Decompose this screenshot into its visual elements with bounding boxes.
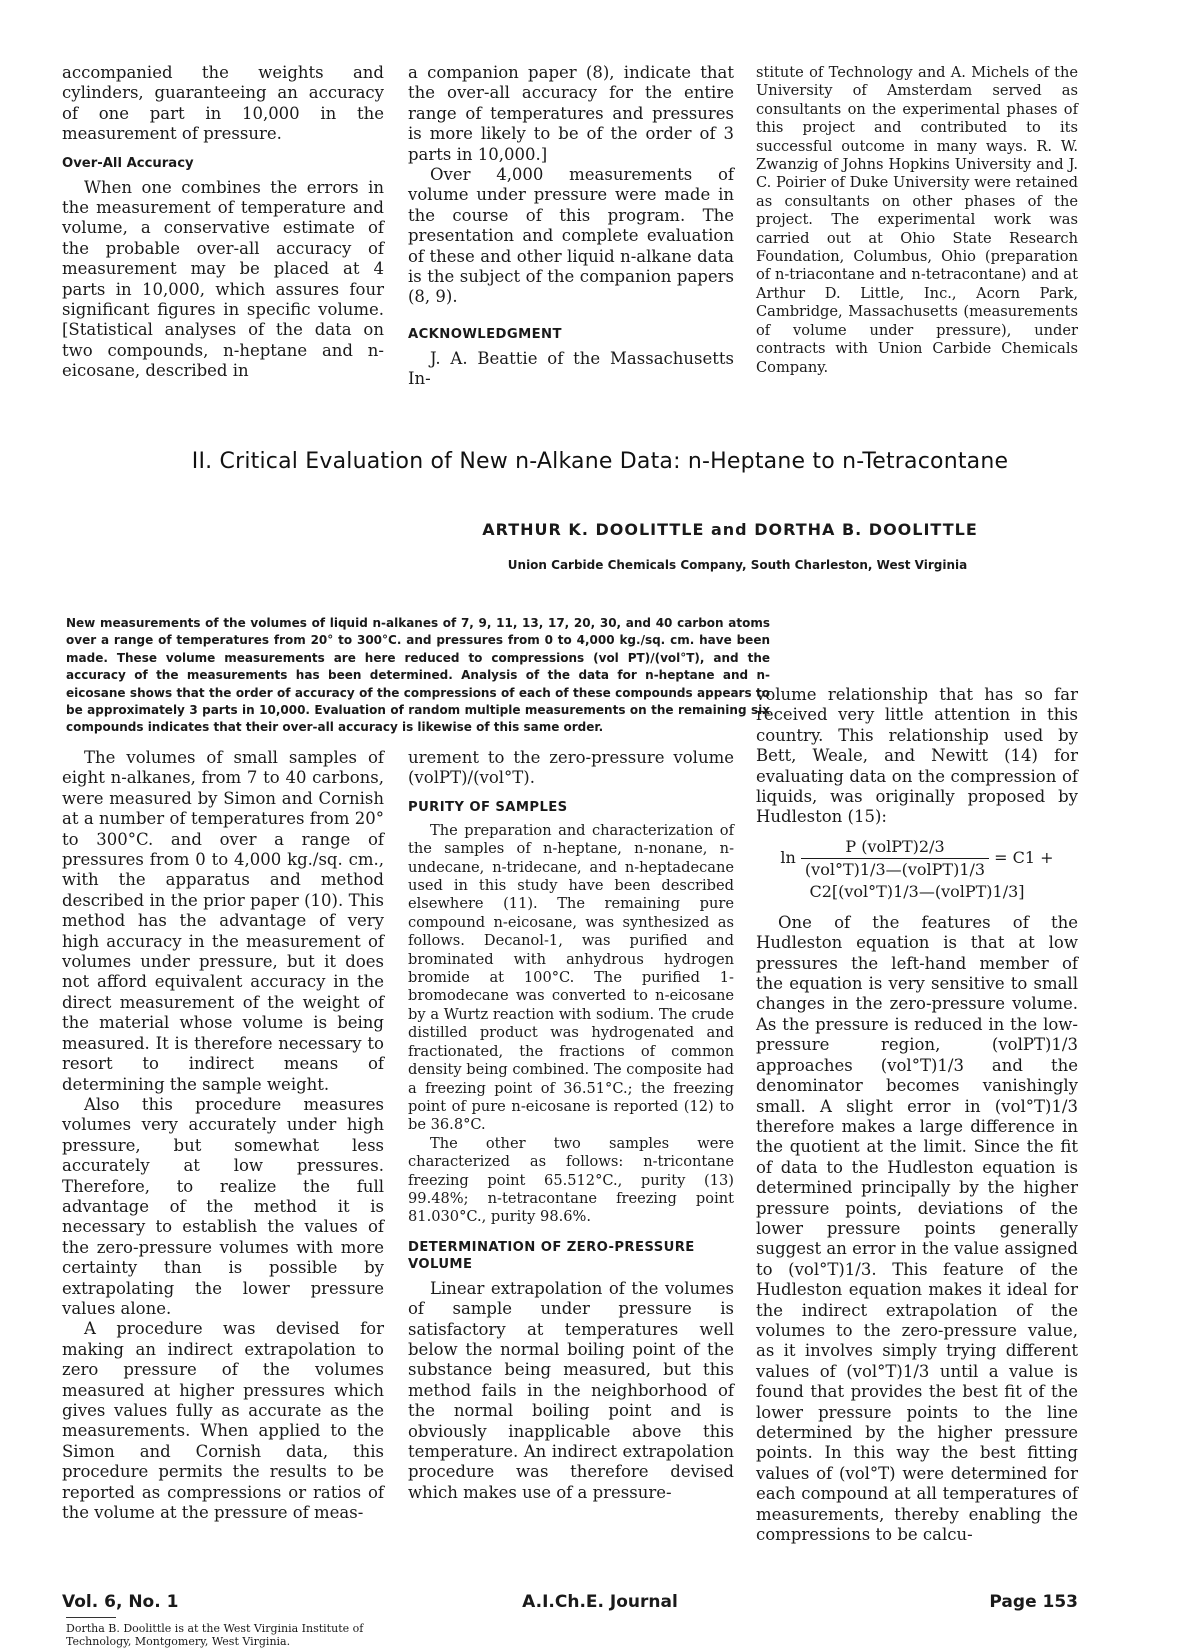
over-all-accuracy-paragraph: When one combines the errors in the measurement of temperature and volume, a conservative estimate of the probable over-all accuracy of measurement may be placed at 4 parts in 10,000, which assures four significant figures in specific volume. [Statistical analyses of the data on two compounds, n-heptane and n-eicosane, described in (62, 177, 384, 381)
body-col2-paragraph-1: urement to the zero-pressure volume (volPT)/(vol°T). (408, 748, 734, 788)
purity-paragraph-1: The preparation and characterization of the samples of n-heptane, n-nonane, n-undecane, n-tridecane, and n-heptadecane used in this study have been described elsewhere (11). The remaining pure compound n-eicosane, was synthesized as follows. Decanol-1, was purified and brominated with anhydrous hydrogen bromide at 100°C. The purified 1-bromodecane was converted to n-eicosane by a Wurtz reaction with sodium. The crude distilled product was hydrogenated and fractionated, the fractions of common density being combined. The composite had a freezing point of 36.51°C.; the freezing point of pure n-eicosane is reported (12) to be 36.8°C. (408, 821, 734, 1134)
purity-paragraph-2: The other two samples were characterized as follows: n-tricontane freezing point 65.512°C., purity (13) 99.48%; n-tetracontane freezing point 81.030°C., purity 98.6%. (408, 1134, 734, 1226)
equation-denominator: (vol°T)1/3—(volPT)1/3 (804, 859, 986, 879)
intro-paragraph-1: The volumes of small samples of eight n-alkanes, from 7 to 40 carbons, were measured by Simon and Cornish at a number of temperatures from 20° to 300°C. and over a range of pressures from 0 to 4,000 kg./sq. cm., with the apparatus and method described in the prior paper (10). This method has the advantage of very high accuracy in the measurement of volumes under pressure, but it does not afford equivalent accuracy in the direct measurement of the weight of the material whose volume is being measured. It is therefore necessary to resort to indirect means of determining the sample weight. (62, 748, 384, 1094)
footer-page-number: Page 153 (989, 1592, 1078, 1612)
equation-fraction (801, 836, 989, 881)
equation-ln: ln (780, 847, 796, 867)
zero-pressure-paragraph: Linear extrapolation of the volumes of sample under pressure is satisfactory at temperatures well below the normal boiling point of the substance being measured, but this method fails in the neighborhood of the normal boiling point and is obviously inapplicable above this temperature. An indirect extrapolation procedure was therefore devised which makes use of a pressure- (408, 1278, 734, 1502)
equation-rhs-1: = C1 + (994, 847, 1054, 867)
purity-of-samples-heading: PURITY OF SAMPLES (408, 799, 568, 815)
body-column-2 (408, 748, 734, 1503)
footer-journal: A.I.Ch.E. Journal (522, 1592, 678, 1612)
top-column-1 (62, 63, 384, 382)
zero-pressure-volume-heading: DETERMINATION OF ZERO-PRESSURE VOLUME (408, 1239, 695, 1272)
article-abstract: New measurements of the volumes of liquid n-alkanes of 7, 9, 11, 13, 17, 20, 30, and 40 carbon atoms over a range of temperatures from 20° to 300°C. and pressures from 0 to 4,000 kg./sq. cm. have been made. These volume measurements are here reduced to compressions (vol PT)/(vol°T), and the accuracy of the measurements has been determined. Analysis of the data for n-heptane and n-eicosane shows that the order of accuracy of the compressions of each of these compounds appears to be approximately 3 parts in 10,000. Evaluation of random multiple measurements on the remaining six compounds indicates that their over-all accuracy is likewise of this same order. (66, 616, 770, 735)
intro-paragraph-3: A procedure was devised for making an indirect extrapolation to zero pressure of the volumes measured at higher pressures which gives values fully as accurate as the measurements. When applied to the Simon and Cornish data, this procedure permits the results to be reported as compressions or ratios of the volume at the pressure of meas- (62, 1319, 384, 1523)
top-column-3 (756, 64, 1078, 377)
top-col3-paragraph: stitute of Technology and A. Michels of the University of Amsterdam served as consultants on the experimental phases of this project and contributed to its successful outcome in many ways. R. W. Zwanzig of Johns Hopkins University and J. C. Poirier of Duke University were retained as consultants on other phases of the project. The experimental work was carried out at Ohio State Research Foundation, Columbus, Ohio (preparation of n-triacontane and n-tetracontane) and at Arthur D. Little, Inc., Acorn Park, Cambridge, Massachusetts (measurements of volume under pressure), under contracts with Union Carbide Chemicals Company. (756, 64, 1078, 376)
top-col2-paragraph-1: a companion paper (8), indicate that the over-all accuracy for the entire range of temperatures and pressures is more likely to be of the order of 3 parts in 10,000.] (408, 63, 734, 164)
body-col3-paragraph-1: volume relationship that has so far received very little attention in this country. This relationship used by Bett, Weale, and Newitt (14) for evaluating data on the compression of liquids, was originally proposed by Hudleston (15): (756, 685, 1078, 827)
article-authors: ARTHUR K. DOOLITTLE and DORTHA B. DOOLITTLE (482, 520, 978, 539)
intro-paragraph-2: Also this procedure measures volumes very accurately under high pressure, but somewhat less accurately at low pressures. Therefore, to realize the full advantage of the method it is necessary to establish the values of the zero-pressure volumes with more certainty than is possible by extrapolating the lower pressure values alone. (62, 1094, 384, 1318)
equation-rhs-2: C2[(vol°T)1/3—(volPT)1/3] (809, 881, 1025, 901)
author-affiliation: Union Carbide Chemicals Company, South Charleston, West Virginia (507, 558, 968, 572)
footer-volume: Vol. 6, No. 1 (62, 1592, 179, 1612)
acknowledgment-heading: ACKNOWLEDGMENT (408, 326, 562, 342)
author-footnote: Dortha B. Doolittle is at the West Virginia Institute of Technology, Montgomery, West Virginia. (66, 1622, 364, 1648)
over-all-accuracy-heading: Over-All Accuracy (62, 155, 194, 171)
acknowledgment-paragraph: J. A. Beattie of the Massachusetts In- (408, 348, 734, 389)
article-title: II. Critical Evaluation of New n-Alkane Data: n-Heptane to n-Tetracontane (191, 449, 1009, 474)
hudleston-discussion-paragraph: One of the features of the Hudleston equation is that at low pressures the left-hand member of the equation is very sensitive to small changes in the zero-pressure volume. As the pressure is reduced in the low-pressure region, (volPT)1/3 approaches (vol°T)1/3 and the denominator becomes vanishingly small. A slight error in (vol°T)1/3 therefore makes a large difference in the quotient at the limit. Since the fit of data to the Hudleston equation is determined principally by the higher pressure points, deviations of the lower pressure points generally suggest an error in the value assigned to (vol°T)1/3. This feature of the Hudleston equation makes it ideal for the indirect extrapolation of the volumes to the zero-pressure value, as it involves simply trying different values of (vol°T)1/3 until a value is found that provides the best fit of the lower pressure points to the line determined by the higher pressure points. In this way the best fitting values of (vol°T) were determined for each compound at all temperatures of measurements, thereby enabling the compressions to be calcu- (756, 912, 1078, 1545)
top-col2-paragraph-2: Over 4,000 measurements of volume under pressure were made in the course of this program. The presentation and complete evaluation of these and other liquid n-alkane data is the subject of the companion papers (8, 9). (408, 165, 734, 307)
top-col1-paragraph: accompanied the weights and cylinders, guaranteeing an accuracy of one part in 10,000 in the measurement of pressure. (62, 63, 384, 144)
body-column-1 (62, 748, 384, 1523)
footnote-rule (66, 1617, 116, 1618)
equation-numerator: P (volPT)2/3 (801, 836, 989, 859)
body-column-3 (756, 685, 1078, 1545)
hudleston-equation (756, 836, 1078, 903)
top-column-2 (408, 63, 734, 390)
